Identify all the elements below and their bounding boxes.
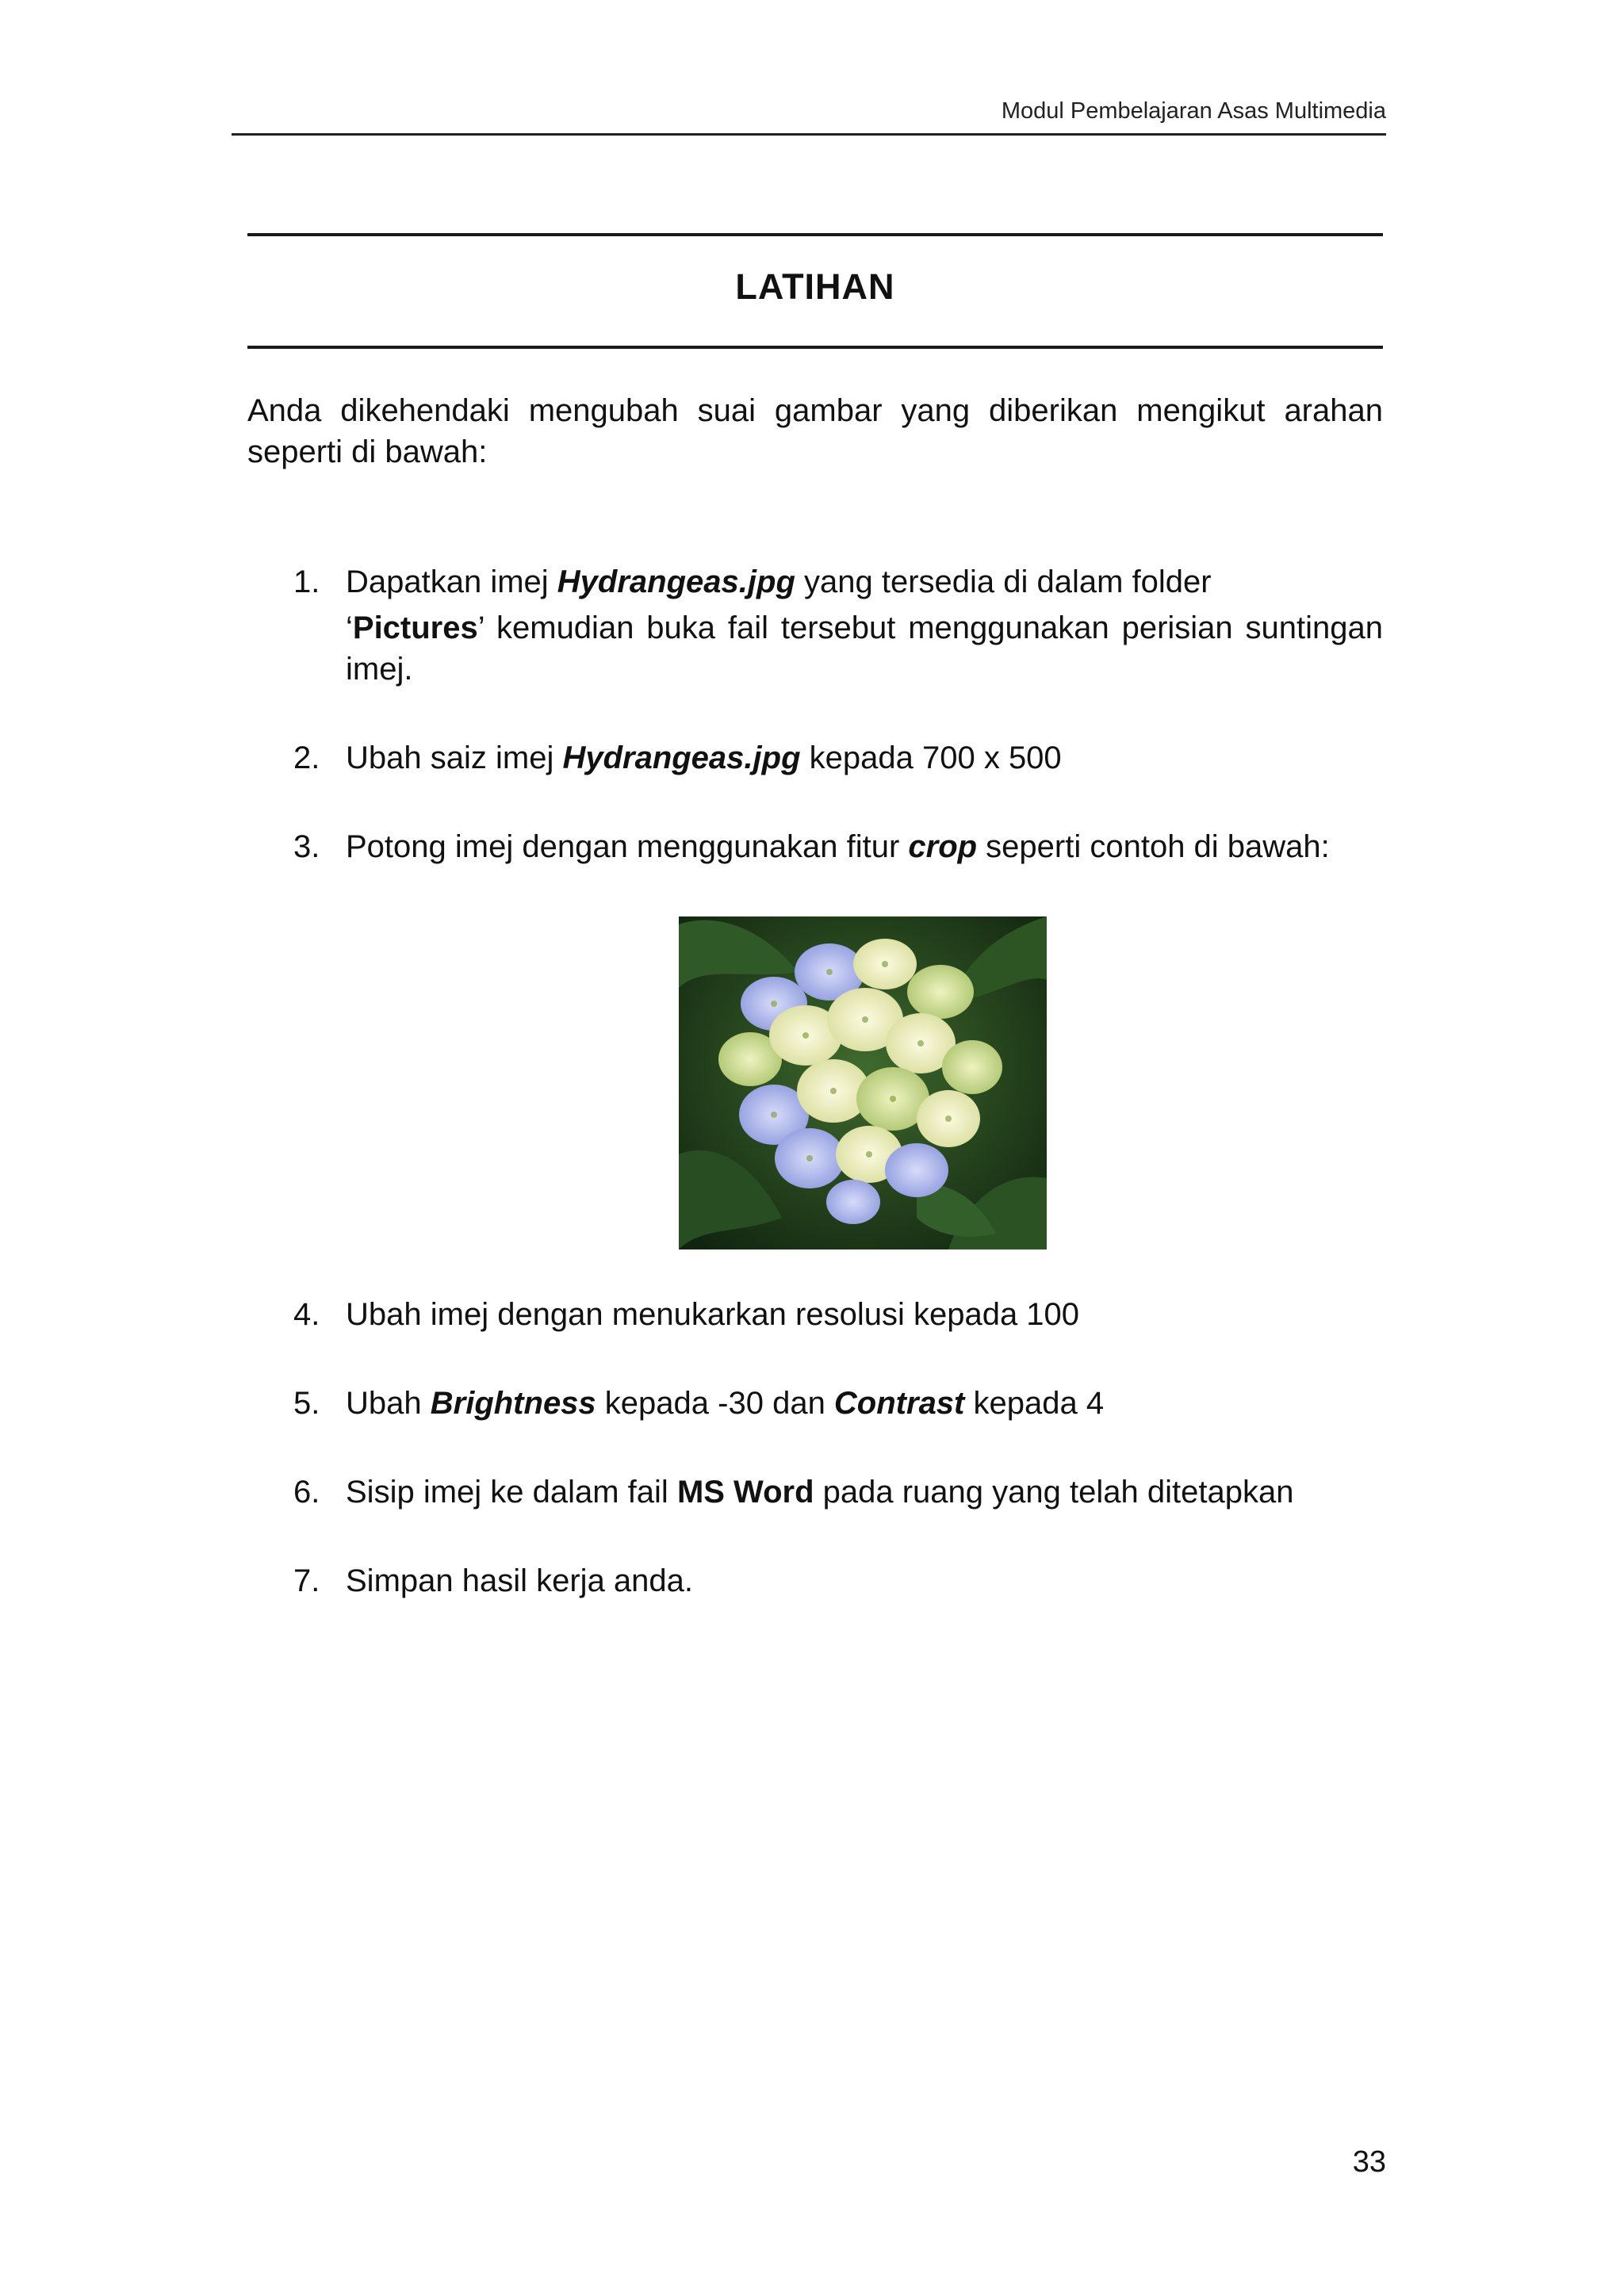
step-number: 2. <box>293 740 320 775</box>
step-text <box>346 736 1383 780</box>
step-number: 1. <box>293 564 320 599</box>
hydrangea-crop-example-image <box>679 916 1047 1249</box>
step-text-run: yang tersedia di dalam folder <box>795 564 1212 599</box>
step-line <box>346 560 1383 604</box>
ms-word-emphasis: MS Word <box>676 1475 814 1510</box>
step-text: Simpan hasil kerja anda. <box>346 1563 694 1598</box>
title-box <box>247 233 1383 349</box>
filename-emphasis: Hydrangeas.jpg <box>557 564 795 599</box>
step-text-run: kepada 700 x 500 <box>800 740 1062 775</box>
intro-paragraph: Anda dikehendaki mengubah suai gambar yang diberikan mengikut arahan seperti di bawah: <box>247 393 1383 469</box>
step-number: 4. <box>293 1297 320 1332</box>
page-title: LATIHAN <box>735 266 895 307</box>
step-text-run: Dapatkan imej <box>346 564 557 599</box>
step-text-run: Potong imej dengan menggunakan fitur <box>346 829 909 864</box>
contrast-emphasis: Contrast <box>833 1386 965 1421</box>
step-text-run: ’ kemudian buka fail tersebut menggunakan perisian suntingan imej. <box>346 610 1383 687</box>
filename-emphasis: Hydrangeas.jpg <box>562 740 801 775</box>
step-text-run: Ubah saiz imej <box>346 740 563 775</box>
page-header <box>232 95 1386 136</box>
step-text-run: kepada 4 <box>964 1386 1105 1421</box>
step-text <box>346 560 1383 690</box>
step-text-run: Sisip imej ke dalam fail <box>346 1475 677 1510</box>
step-text-run: Ubah <box>346 1386 431 1421</box>
hydrangea-illustration <box>679 916 1047 1249</box>
step-number: 7. <box>293 1563 320 1598</box>
step-text-run: pada ruang yang telah ditetapkan <box>814 1475 1294 1510</box>
step-text-run: seperti contoh di bawah: <box>977 829 1330 864</box>
folder-emphasis: Pictures <box>352 610 478 645</box>
step-text-run: ‘ <box>346 610 353 645</box>
step-text: Ubah imej dengan menukarkan resolusi kepada 100 <box>346 1297 1080 1332</box>
page-number: 33 <box>1352 2145 1386 2179</box>
step-text <box>346 1381 1383 1425</box>
step-number: 6. <box>293 1475 320 1510</box>
step-text-run: kepada -30 dan <box>596 1386 834 1421</box>
running-header: Modul Pembelajaran Asas Multimedia <box>1001 98 1386 124</box>
step-line <box>346 607 1383 690</box>
step-text <box>346 825 1383 869</box>
step-text <box>346 1470 1383 1514</box>
brightness-emphasis: Brightness <box>430 1386 596 1421</box>
step-number: 3. <box>293 829 320 864</box>
crop-emphasis: crop <box>908 829 978 864</box>
step-number: 5. <box>293 1386 320 1421</box>
